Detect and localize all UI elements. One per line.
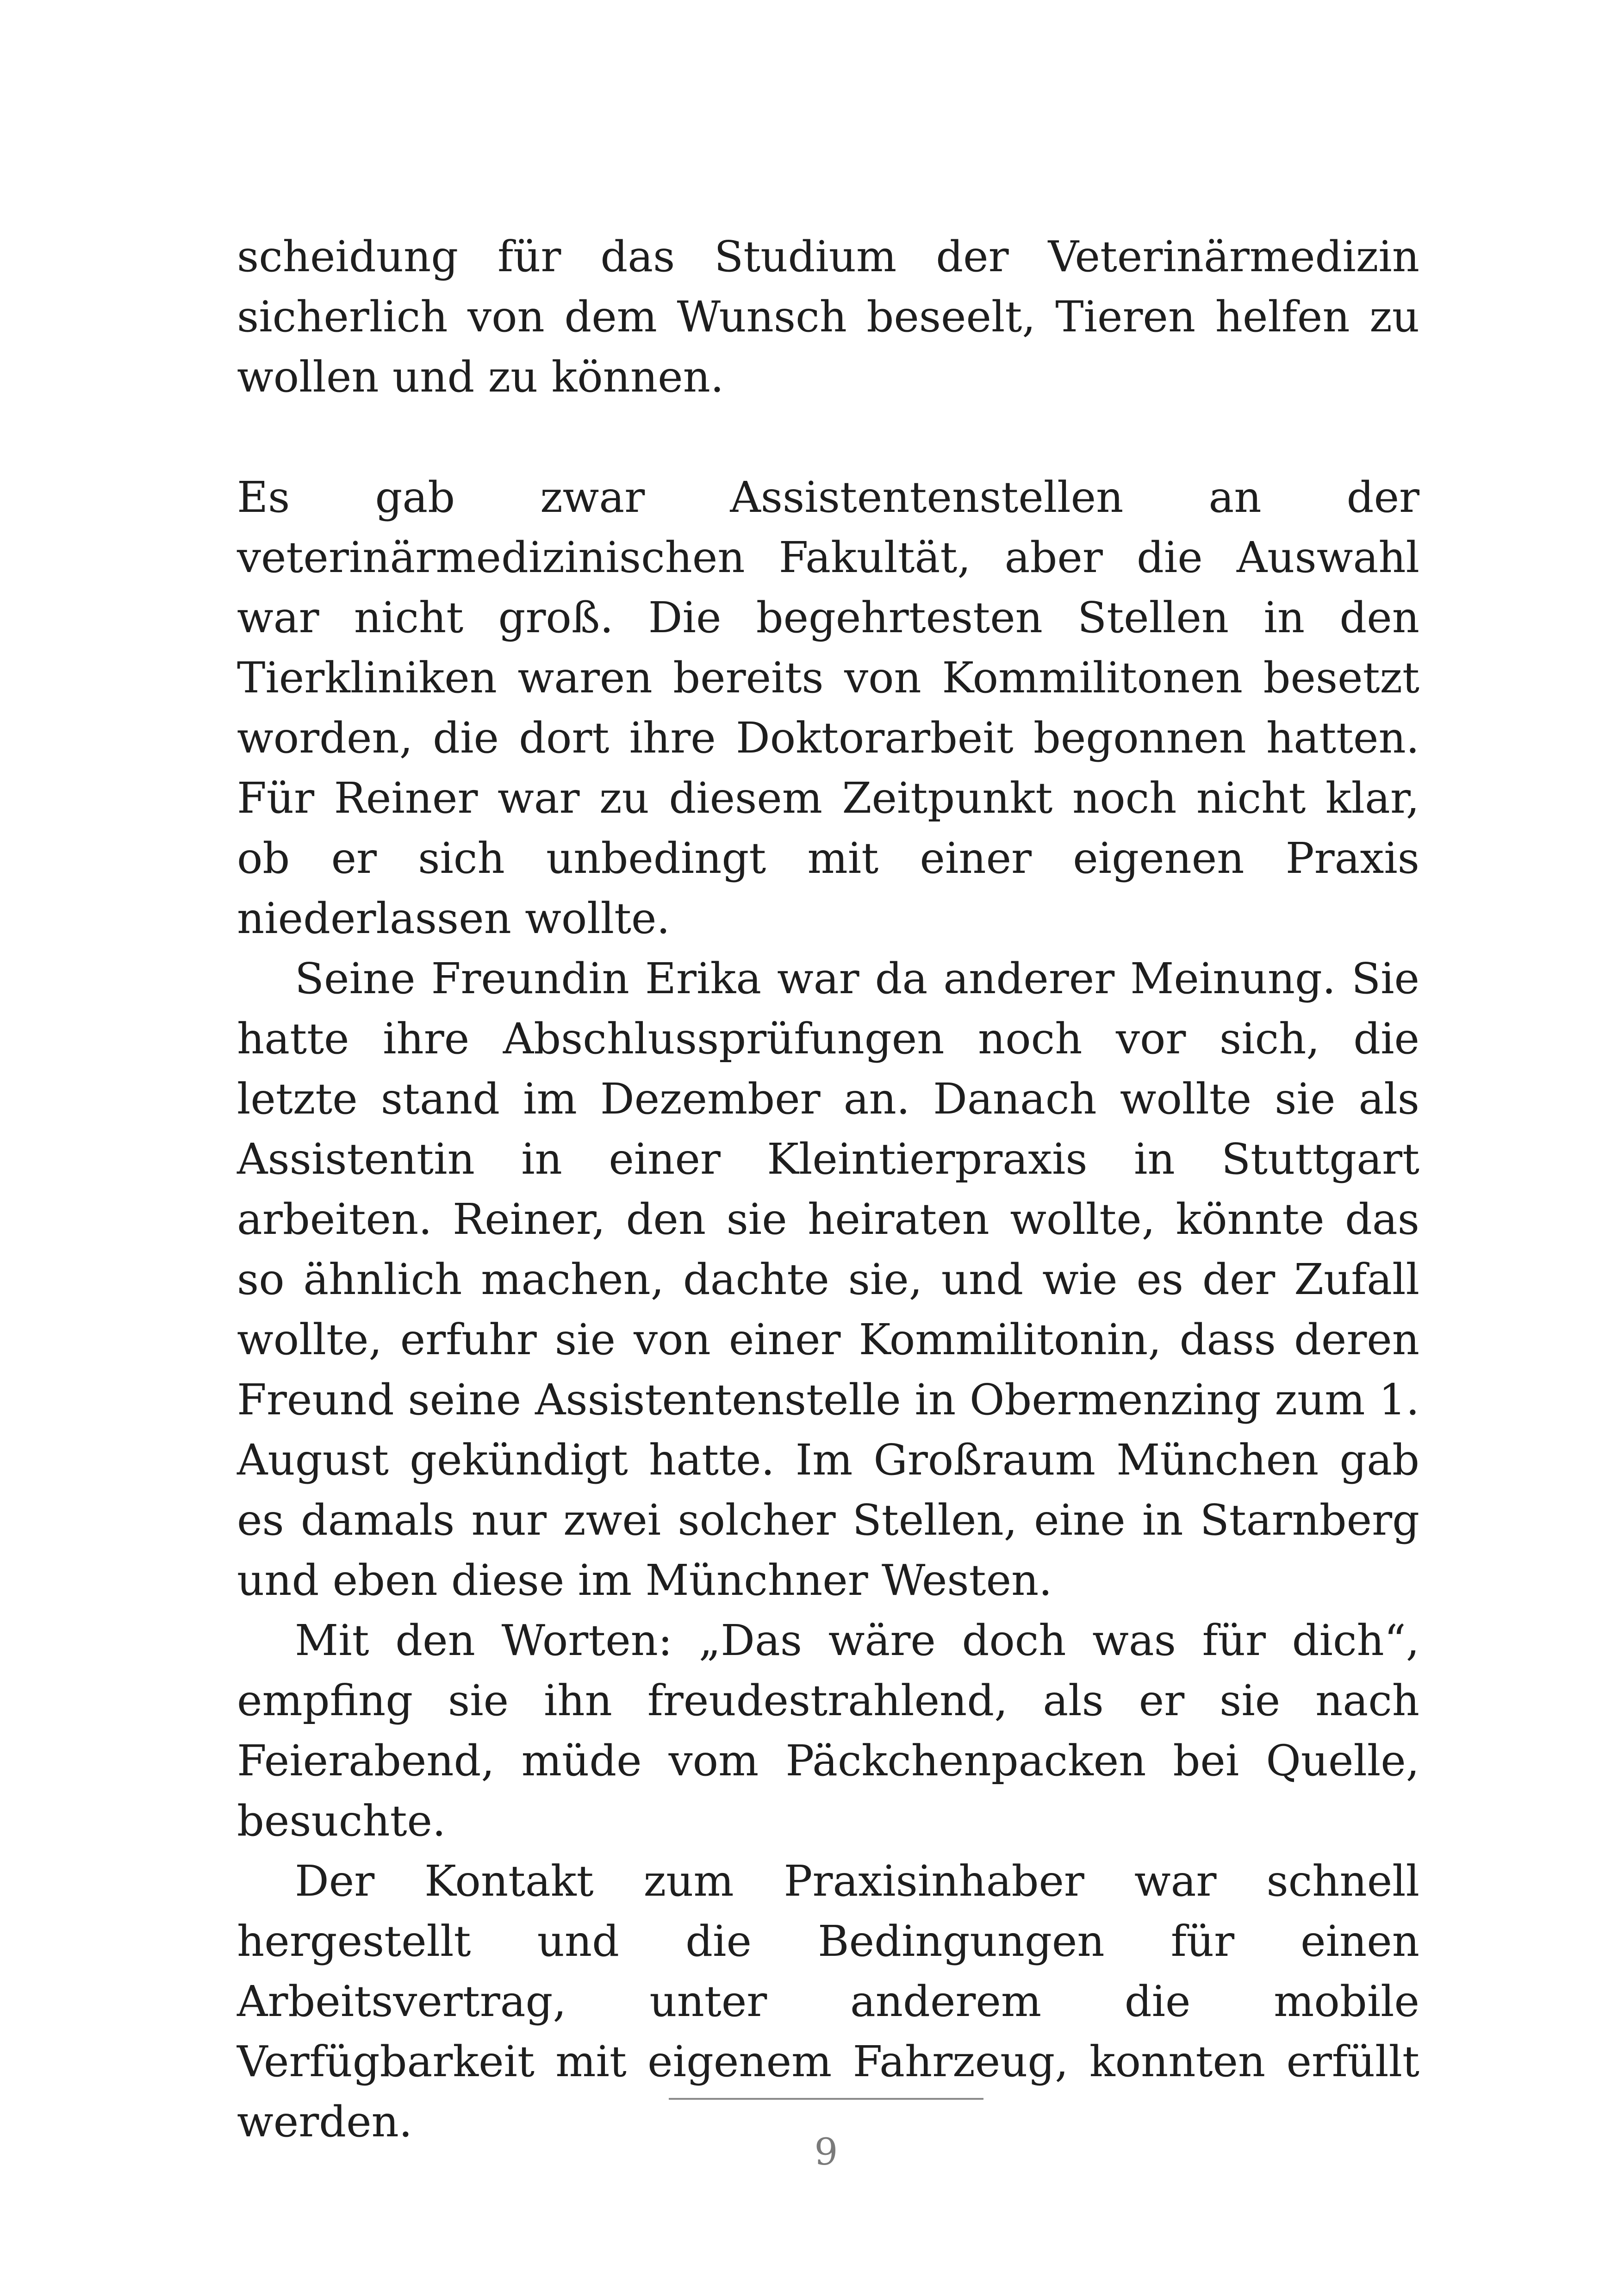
paragraph-greeting: Mit den Worten: „Das wäre doch was für dich“, empfing sie ihn freudestrahlend, als er sie nach Feierabend, müde vom Päckchenpacken bei Quelle, besuchte. [237,1616,1419,1846]
paragraph-contract: Der Kontakt zum Praxisinhaber war schnell hergestellt und die Bedingungen für einen Arbeitsvertrag, unter anderem die mobile Verfügbarkeit mit eigenem Fahrzeug, konnten erfüllt werden. [237,1856,1419,2147]
paragraph-assistant-positions: Es gab zwar Assistentenstellen an der veterinärmedizinischen Fakultät, aber die Auswahl war nicht groß. Die begehrtesten Stellen in den Tierkliniken waren bereits von Kommilitonen besetzt worden, die dort ihre Doktorarbeit begonnen hatten. Für Reiner war zu diesem Zeitpunkt noch nicht klar, ob er sich unbedingt mit einer eigenen Praxis niederlassen wollte. [237,473,1419,943]
page-number: 9 [814,2130,838,2173]
paragraph-erika-opinion: Seine Freundin Erika war da anderer Meinung. Sie hatte ihre Abschlussprüfungen noch vor sich, die letzte stand im Dezember an. Danach wollte sie als Assistentin in einer Kleintierpraxis in Stuttgart arbeiten. Reiner, den sie heiraten wollte, könnte das so ähnlich machen, dachte sie, und wie es der Zufall wollte, erfuhr sie von einer Kommilitonin, dass deren Freund seine Assistentenstelle in Obermenzing zum 1. August gekündigt hatte. Im Großraum München gab es damals nur zwei solcher Stellen, eine in Starnberg und eben diese im Münchner Westen. [237,954,1419,1605]
body-text [237,227,1419,2152]
footer-divider [669,2098,983,2100]
paragraph-continuation: scheidung für das Studium der Veterinärmedizin sicherlich von dem Wunsch beseelt, Tieren helfen zu wollen und zu können. [237,232,1419,402]
